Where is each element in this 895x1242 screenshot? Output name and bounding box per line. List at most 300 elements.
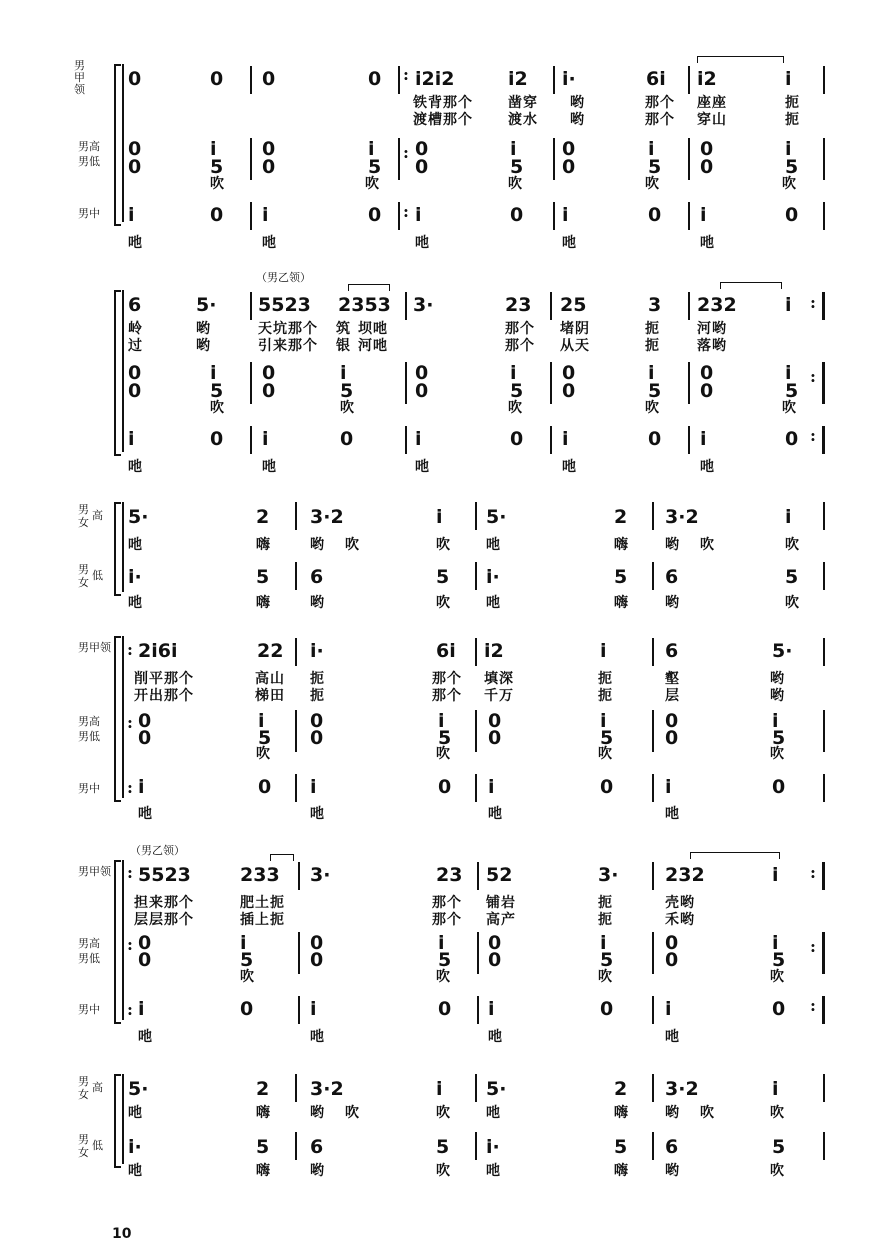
note: 0 (510, 428, 524, 450)
note: i (785, 294, 792, 316)
system-brace (114, 502, 121, 596)
part-label-mixed-high: 男 (78, 1075, 89, 1088)
note: 0 (665, 932, 679, 954)
lead-sub-label: （男乙领） (256, 271, 311, 284)
lyric: 落哟 (697, 338, 727, 354)
lyric: 吹 (770, 1105, 785, 1121)
barline (475, 1132, 477, 1160)
note: 5 (510, 380, 524, 402)
repeat-dots: : (810, 426, 816, 445)
note: i (510, 362, 517, 384)
barline (823, 202, 825, 230)
lyric: 层层那个 (134, 912, 194, 928)
lyric: 哟 (665, 595, 680, 611)
repeat-barline (822, 932, 825, 974)
note: i (438, 710, 445, 732)
repeat-barline (822, 426, 825, 454)
lyric: 吹 (240, 969, 255, 985)
lyric: 吹 (365, 176, 380, 192)
lyric: 吹 (598, 969, 613, 985)
note: 5· (772, 640, 793, 662)
note: 5 (240, 949, 254, 971)
lyric: 梯田 (255, 688, 285, 704)
barline (823, 1132, 825, 1160)
note: 5 (785, 380, 799, 402)
note: 0 (648, 204, 662, 226)
repeat-barline (822, 862, 825, 890)
note: 6 (310, 1136, 324, 1158)
part-label-mixed-low: 女 (78, 1146, 89, 1159)
system-barline (122, 636, 124, 798)
slur (270, 854, 294, 861)
note: 0 (258, 776, 272, 798)
note: 0 (210, 428, 224, 450)
barline (295, 710, 297, 752)
repeat-dots: : (810, 367, 816, 386)
lyric: 插上扼 (240, 912, 285, 928)
note: i (562, 428, 569, 450)
lyric: 扼 (310, 671, 325, 687)
note: 3· (413, 294, 434, 316)
repeat-barline (822, 362, 825, 404)
lyric: 扼 (645, 338, 660, 354)
note: i (665, 776, 672, 798)
lyric: 哟 (196, 321, 211, 337)
slur (697, 56, 784, 63)
note: 5· (196, 294, 217, 316)
note: 0 (488, 727, 502, 749)
page-number: 10 (112, 1226, 132, 1242)
note: 0 (562, 362, 576, 384)
barline (475, 1074, 477, 1102)
note: 0 (600, 998, 614, 1020)
lyric: 高产 (486, 912, 516, 928)
note: 0 (415, 380, 429, 402)
note: 5 (436, 1136, 450, 1158)
lyric: 那个 (432, 671, 462, 687)
note: i (436, 506, 443, 528)
note: i (415, 428, 422, 450)
note: 2i6i (138, 640, 178, 662)
repeat-dots: : (810, 937, 816, 956)
lyric: 吹 (645, 176, 660, 192)
note: 0 (562, 380, 576, 402)
note: i (785, 506, 792, 528)
lyric: 吹 (436, 1163, 451, 1179)
repeat-dots: : (127, 713, 133, 732)
lyric: 吹 (210, 400, 225, 416)
lyric: 那个 (645, 95, 675, 111)
note: 5 (256, 566, 270, 588)
lyric: 壑 (665, 671, 680, 687)
lyric: 吔 (128, 537, 143, 553)
lyric: 担来那个 (134, 895, 194, 911)
note: i (510, 138, 517, 160)
note: 0 (700, 156, 714, 178)
lyric: 吔 (488, 1029, 503, 1045)
barline (295, 638, 297, 666)
lyric: 哟 (665, 1163, 680, 1179)
lyric: 填深 (484, 671, 514, 687)
barline (298, 932, 300, 974)
note: 0 (562, 138, 576, 160)
repeat-dots: : (127, 1000, 133, 1019)
lyric: 嗨 (614, 595, 629, 611)
note: 0 (310, 949, 324, 971)
note: i (785, 138, 792, 160)
note: 3·2 (665, 1078, 699, 1100)
barline (405, 426, 407, 454)
note: i (648, 138, 655, 160)
part-label-mixed-high: 女 (78, 516, 89, 529)
system-barline (122, 1074, 124, 1164)
lyric: 吔 (562, 459, 577, 475)
lyric: 吔 (486, 1105, 501, 1121)
lyric: 过 (128, 338, 143, 354)
note: 0 (262, 156, 276, 178)
barline (550, 292, 552, 320)
barline (823, 66, 825, 94)
lyric: 壳哟 (665, 895, 695, 911)
note: i (488, 776, 495, 798)
lyric: 从天 (560, 338, 590, 354)
note: 232 (697, 294, 737, 316)
note: 6 (128, 294, 142, 316)
part-label-mid: 男中 (78, 1003, 100, 1016)
note: 0 (262, 68, 276, 90)
note: i (128, 428, 135, 450)
note: 0 (210, 68, 224, 90)
lyric: 吹 (345, 1105, 360, 1121)
barline (475, 710, 477, 752)
note: i· (128, 566, 142, 588)
note: 5· (128, 1078, 149, 1100)
lyric: 扼 (598, 895, 613, 911)
note: 3· (310, 864, 331, 886)
lyric: 座座 (697, 95, 727, 111)
lyric: 哟 (570, 95, 585, 111)
lyric: 吔 (562, 235, 577, 251)
note: i (210, 362, 217, 384)
slur (690, 852, 780, 859)
lyric: 那个 (505, 338, 535, 354)
note: 5 (648, 380, 662, 402)
part-label-mixed-low: 男 (78, 1133, 89, 1146)
note: i (310, 998, 317, 1020)
system-brace (114, 64, 121, 226)
note: 0 (665, 727, 679, 749)
lyric: 坝吔 (358, 321, 388, 337)
part-label-mixed-low: 低 (92, 569, 103, 582)
barline (652, 638, 654, 666)
note: i (262, 204, 269, 226)
note: 0 (262, 362, 276, 384)
note: i (340, 362, 347, 384)
note: 0 (600, 776, 614, 798)
note: 5 (436, 566, 450, 588)
note: 0 (415, 138, 429, 160)
lyric: 吔 (700, 459, 715, 475)
note: i (415, 204, 422, 226)
lyric: 河哟 (697, 321, 727, 337)
barline (550, 362, 552, 404)
lyric: 渡水 (508, 112, 538, 128)
barline (295, 1074, 297, 1102)
note: 0 (368, 204, 382, 226)
system-brace (114, 636, 121, 802)
lyric: 高山 (255, 671, 285, 687)
barline (295, 562, 297, 590)
system-barline (122, 860, 124, 1020)
barline (652, 862, 654, 890)
lyric: 扼 (598, 912, 613, 928)
lyric: 吹 (436, 595, 451, 611)
lyric: 吔 (415, 235, 430, 251)
note: 233 (240, 864, 280, 886)
lyric: 吔 (486, 537, 501, 553)
note: 0 (438, 776, 452, 798)
lyric: 堵阴 (560, 321, 590, 337)
lyric: 那个 (432, 688, 462, 704)
lyric: 吹 (770, 746, 785, 762)
note: i (138, 776, 145, 798)
barline (250, 66, 252, 94)
note: 5 (210, 380, 224, 402)
part-label-high: 男高 (78, 937, 100, 950)
note: 0 (700, 138, 714, 160)
barline (250, 362, 252, 404)
lyric: 吹 (508, 176, 523, 192)
barline (405, 362, 407, 404)
barline (250, 138, 252, 180)
lyric: 吹 (256, 746, 271, 762)
repeat-barline (398, 202, 400, 230)
lyric: 哟 (310, 595, 325, 611)
barline (298, 862, 300, 890)
note: i (562, 204, 569, 226)
note: 5523 (138, 864, 191, 886)
note: i (438, 932, 445, 954)
note: 0 (785, 428, 799, 450)
lyric: 吔 (700, 235, 715, 251)
lyric: 吹 (436, 969, 451, 985)
lyric: 哟 (310, 537, 325, 553)
barline (295, 1132, 297, 1160)
lyric: 那个 (645, 112, 675, 128)
note: 0 (210, 204, 224, 226)
lyric: 嗨 (256, 1105, 271, 1121)
note: 2 (614, 506, 628, 528)
part-label-high: 男高 (78, 140, 100, 153)
lyric: 削平那个 (134, 671, 194, 687)
note: i (772, 932, 779, 954)
lyric: 吹 (645, 400, 660, 416)
lyric: 开出那个 (134, 688, 194, 704)
part-label-low: 男低 (78, 730, 100, 743)
lyric: 吹 (782, 176, 797, 192)
lyric: 吹 (436, 746, 451, 762)
barline (477, 932, 479, 974)
lyric: 吔 (138, 806, 153, 822)
barline (295, 502, 297, 530)
lyric: 嗨 (256, 1163, 271, 1179)
barline (477, 862, 479, 890)
lyric: 哟 (310, 1163, 325, 1179)
barline (823, 562, 825, 590)
note: 5 (772, 727, 786, 749)
note: i (600, 932, 607, 954)
repeat-barline (822, 996, 825, 1024)
lyric: 引来那个 (258, 338, 318, 354)
barline (652, 774, 654, 802)
note: 0 (415, 156, 429, 178)
lyric: 吔 (262, 235, 277, 251)
part-label-mixed-high: 女 (78, 1088, 89, 1101)
lyric: 扼 (310, 688, 325, 704)
part-label-mixed-high: 高 (92, 1081, 103, 1094)
note: i (785, 68, 792, 90)
note: 5 (368, 156, 382, 178)
barline (550, 426, 552, 454)
barline (652, 710, 654, 752)
barline (475, 502, 477, 530)
note: 2 (614, 1078, 628, 1100)
barline (823, 138, 825, 180)
lyric: 吹 (700, 537, 715, 553)
note: 0 (128, 380, 142, 402)
lyric: 吔 (128, 1105, 143, 1121)
note: 5 (258, 727, 272, 749)
note: 0 (138, 949, 152, 971)
note: i (700, 428, 707, 450)
note: 0 (240, 998, 254, 1020)
note: i (262, 428, 269, 450)
lyric: 禾哟 (665, 912, 695, 928)
note: 5· (486, 506, 507, 528)
part-label-mixed-high: 高 (92, 509, 103, 522)
note: 0 (262, 138, 276, 160)
repeat-dots: : (403, 65, 409, 84)
barline (823, 502, 825, 530)
note: i (210, 138, 217, 160)
barline (688, 202, 690, 230)
system-barline (122, 64, 124, 222)
note: 3· (598, 864, 619, 886)
lyric: 那个 (505, 321, 535, 337)
lyric: 吔 (262, 459, 277, 475)
note: 0 (310, 727, 324, 749)
lyric: 吹 (436, 537, 451, 553)
note: 22 (257, 640, 284, 662)
note: i (665, 998, 672, 1020)
barline (475, 562, 477, 590)
lyric: 哟 (570, 112, 585, 128)
note: i2i2 (415, 68, 455, 90)
part-label-low: 男低 (78, 155, 100, 168)
lyric: 扼 (598, 688, 613, 704)
lyric: 扼 (645, 321, 660, 337)
note: i· (310, 640, 324, 662)
note: 5 (438, 949, 452, 971)
part-label-mid: 男中 (78, 207, 100, 220)
part-label-mixed-low: 女 (78, 576, 89, 589)
barline (688, 426, 690, 454)
slur (348, 284, 390, 291)
note: i (488, 998, 495, 1020)
lyric: 扼 (598, 671, 613, 687)
lead-sub-label: （男乙领） (130, 844, 185, 857)
note: i· (486, 566, 500, 588)
note: 0 (128, 156, 142, 178)
barline (295, 774, 297, 802)
barline (250, 426, 252, 454)
barline (553, 138, 555, 180)
note: 5 (256, 1136, 270, 1158)
lyric: 千万 (484, 688, 514, 704)
note: 3 (648, 294, 662, 316)
note: i (240, 932, 247, 954)
lyric: 吹 (785, 595, 800, 611)
note: 23 (436, 864, 463, 886)
barline (688, 362, 690, 404)
note: 0 (128, 138, 142, 160)
note: i (772, 864, 779, 886)
note: 0 (488, 710, 502, 732)
lyric: 渡槽那个 (413, 112, 473, 128)
note: 0 (262, 380, 276, 402)
lyric: 扼 (785, 95, 800, 111)
lyric: 吹 (700, 1105, 715, 1121)
lyric: 吹 (770, 1163, 785, 1179)
lyric: 穿山 (697, 112, 727, 128)
lyric: 吹 (598, 746, 613, 762)
barline (475, 638, 477, 666)
note: i (258, 710, 265, 732)
note: i (600, 640, 607, 662)
lyric: 嗨 (614, 1105, 629, 1121)
lyric: 哟 (310, 1105, 325, 1121)
barline (250, 292, 252, 320)
barline (652, 996, 654, 1024)
lyric: 嗨 (256, 595, 271, 611)
note: 5 (648, 156, 662, 178)
barline (553, 66, 555, 94)
note: 0 (438, 998, 452, 1020)
repeat-dots: : (403, 143, 409, 162)
note: i2 (697, 68, 717, 90)
repeat-dots: : (127, 935, 133, 954)
lyric: 吔 (310, 806, 325, 822)
note: 5· (128, 506, 149, 528)
note: i (785, 362, 792, 384)
lyric: 吹 (436, 1105, 451, 1121)
lyric: 天坑那个 (258, 321, 318, 337)
part-label-mid: 男中 (78, 782, 100, 795)
lyric: 筑 (336, 321, 351, 337)
note: 5· (486, 1078, 507, 1100)
note: i· (562, 68, 576, 90)
repeat-dots: : (403, 202, 409, 221)
part-label-lead: 男甲领 (78, 641, 111, 654)
note: 2 (256, 506, 270, 528)
note: 5 (772, 1136, 786, 1158)
note: i· (486, 1136, 500, 1158)
barline (475, 774, 477, 802)
note: 5 (614, 1136, 628, 1158)
note: 0 (128, 362, 142, 384)
note: 0 (310, 932, 324, 954)
note: 3·2 (310, 506, 344, 528)
